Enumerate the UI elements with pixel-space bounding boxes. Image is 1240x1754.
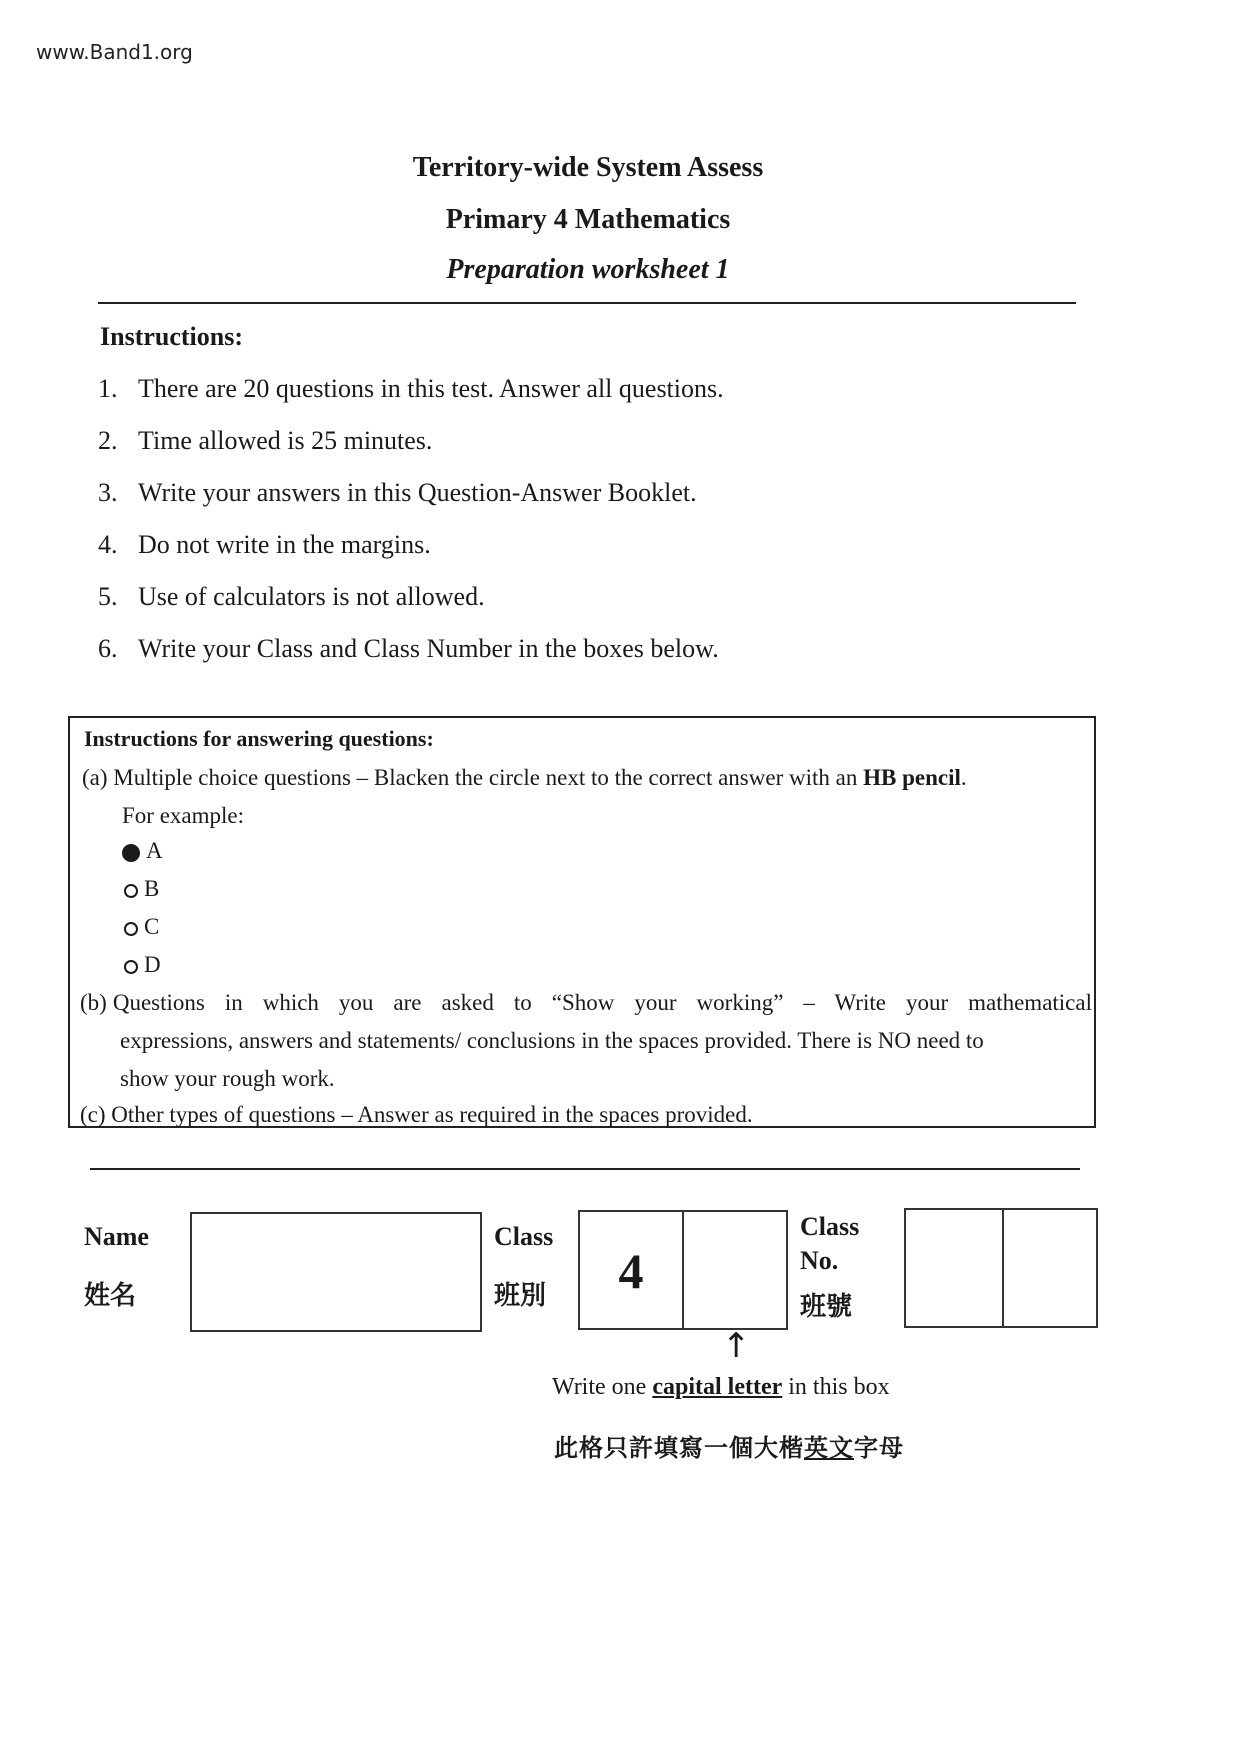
instruction-item: 6. Write your Class and Class Number in the boxes below. [98,634,719,663]
empty-circle-icon [124,884,138,898]
answering-heading: Instructions for answering questions: [84,726,434,751]
instruction-item: 4. Do not write in the margins. [98,530,431,559]
name-label: Name [84,1222,149,1251]
class-grade-box: 4 [578,1210,684,1330]
watermark-url: www.Band1.org [36,40,193,64]
example-option-d: D [124,952,161,978]
example-option-c: C [124,914,159,940]
classno-field-tens[interactable] [904,1208,1004,1328]
instruction-item: 5. Use of calculators is not allowed. [98,582,485,611]
classno-field-ones[interactable] [1002,1208,1098,1328]
rule-b: (b) Questions in which you are asked to “Show your working” – Write your mathematical expressions, answers and statements/ conclusions in the spaces provided. There is NO need to show your rough work. [80,990,1092,1091]
instruction-item: 1. There are 20 questions in this test. Answer all questions. [98,374,724,403]
header-title: Territory-wide System Assess [412,152,764,183]
header-divider [98,302,1076,304]
filled-circle-icon [122,844,140,862]
up-arrow-icon: ↑ [722,1326,751,1366]
name-field[interactable] [190,1212,482,1332]
capital-letter-note: Write one capital letter in this box [552,1374,890,1400]
empty-circle-icon [124,960,138,974]
instruction-item: 2. Time allowed is 25 minutes. [98,426,433,455]
classno-label-line2: No. [800,1246,839,1275]
name-label-chinese: 姓名 [84,1281,137,1311]
header-worksheet: Preparation worksheet 1 [446,254,730,285]
header-subject: Primary 4 Mathematics [445,204,731,235]
instructions-heading: Instructions: [100,322,244,351]
classno-label-line1: Class [800,1212,860,1241]
example-option-b: B [124,876,159,902]
rule-c: (c) Other types of questions – Answer as required in the spaces provided. [80,1102,753,1127]
class-label-chinese: 班別 [494,1281,547,1311]
class-label: Class [494,1222,554,1251]
form-divider [90,1168,1080,1170]
classno-label-chinese: 班號 [800,1292,853,1322]
example-label: For example: [122,803,244,828]
capital-letter-note-chinese: 此格只許填寫一個大楷英文字母 [554,1434,904,1462]
example-option-a: A [122,838,163,864]
rule-a: (a) Multiple choice questions – Blacken the circle next to the correct answer with an HB pencil. [82,765,967,790]
class-letter-field[interactable] [682,1210,788,1330]
empty-circle-icon [124,922,138,936]
instructions-list [98,372,724,684]
instruction-item: 3. Write your answers in this Question-Answer Booklet. [98,478,697,507]
